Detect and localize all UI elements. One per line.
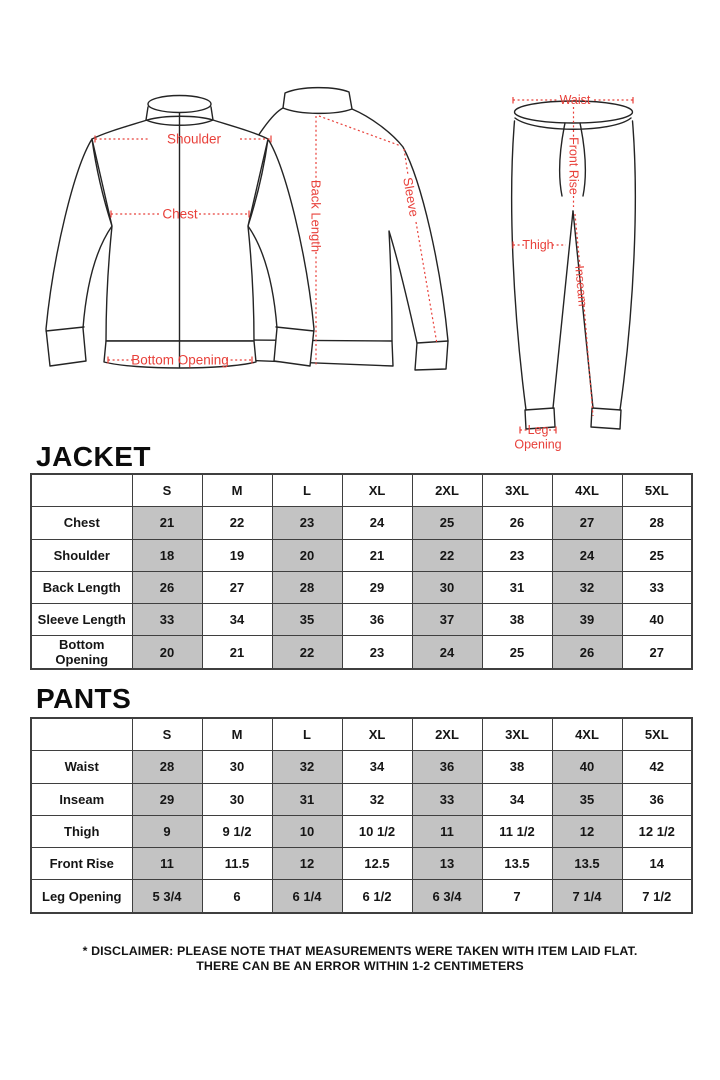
back-length-measure-label: Back Length xyxy=(308,179,324,253)
value-cell: 22 xyxy=(272,636,342,669)
header-cell: M xyxy=(202,718,272,751)
header-cell: 4XL xyxy=(552,474,622,507)
value-cell: 36 xyxy=(342,604,412,636)
table-row xyxy=(31,636,692,669)
row-label: Shoulder xyxy=(31,539,132,571)
value-cell: 40 xyxy=(622,604,692,636)
row-label: Leg Opening xyxy=(31,880,132,913)
value-cell: 20 xyxy=(132,636,202,669)
header-cell: M xyxy=(202,474,272,507)
value-cell: 30 xyxy=(202,751,272,783)
value-cell: 24 xyxy=(552,539,622,571)
value-cell: 20 xyxy=(272,539,342,571)
value-cell: 11 1/2 xyxy=(482,815,552,847)
row-label: Bottom Opening xyxy=(31,636,132,669)
value-cell: 13.5 xyxy=(552,848,622,880)
pants-right-leg-outer xyxy=(620,121,635,410)
value-cell: 27 xyxy=(552,507,622,539)
value-cell: 28 xyxy=(622,507,692,539)
pants-drawstring-left xyxy=(560,123,565,196)
inseam-measure-label: Inseam xyxy=(572,264,590,308)
value-cell: 26 xyxy=(482,507,552,539)
header-cell: S xyxy=(132,718,202,751)
jacket-header-row xyxy=(31,474,692,507)
value-cell: 5 3/4 xyxy=(132,880,202,913)
value-cell: 21 xyxy=(342,539,412,571)
front-rise-measure-label: Front Rise xyxy=(566,137,581,195)
value-cell: 22 xyxy=(202,507,272,539)
thigh-measure-label: Thigh xyxy=(522,238,554,252)
value-cell: 25 xyxy=(482,636,552,669)
value-cell: 27 xyxy=(622,636,692,669)
value-cell: 11 xyxy=(412,815,482,847)
value-cell: 25 xyxy=(412,507,482,539)
value-cell: 25 xyxy=(622,539,692,571)
bottom-opening-measure-label: Bottom Opening xyxy=(131,352,229,368)
value-cell: 32 xyxy=(272,751,342,783)
pants-size-table xyxy=(30,717,693,914)
disclaimer-line1: * DISCLAIMER: PLEASE NOTE THAT MEASUREMENTS WERE TAKEN WITH ITEM LAID FLAT. xyxy=(82,944,638,958)
header-cell: XL xyxy=(342,718,412,751)
header-cell: 2XL xyxy=(412,474,482,507)
leg-opening-measure-label-line1: Leg xyxy=(527,423,549,437)
disclaimer-line2: THERE CAN BE AN ERROR WITHIN 1-2 CENTIMETERS xyxy=(196,958,524,973)
value-cell: 34 xyxy=(202,604,272,636)
value-cell: 36 xyxy=(622,783,692,815)
header-cell: 3XL xyxy=(482,474,552,507)
table-row xyxy=(31,751,692,783)
row-label: Waist xyxy=(31,751,132,783)
header-cell: S xyxy=(132,474,202,507)
value-cell: 13 xyxy=(412,848,482,880)
pants-corner-cell xyxy=(31,718,132,751)
value-cell: 21 xyxy=(202,636,272,669)
value-cell: 12.5 xyxy=(342,848,412,880)
value-cell: 35 xyxy=(272,604,342,636)
value-cell: 23 xyxy=(342,636,412,669)
value-cell: 33 xyxy=(132,604,202,636)
value-cell: 6 3/4 xyxy=(412,880,482,913)
leg-opening-measure-label-line2: Opening xyxy=(514,437,562,452)
header-cell: L xyxy=(272,474,342,507)
header-cell: XL xyxy=(342,474,412,507)
value-cell: 10 1/2 xyxy=(342,815,412,847)
value-cell: 31 xyxy=(482,571,552,603)
value-cell: 24 xyxy=(342,507,412,539)
disclaimer xyxy=(0,944,720,973)
value-cell: 26 xyxy=(552,636,622,669)
value-cell: 11.5 xyxy=(202,848,272,880)
jacket-corner-cell xyxy=(31,474,132,507)
shoulder-measure-label: Shoulder xyxy=(166,131,222,147)
value-cell: 13.5 xyxy=(482,848,552,880)
row-label: Sleeve Length xyxy=(31,604,132,636)
value-cell: 38 xyxy=(482,751,552,783)
value-cell: 9 xyxy=(132,815,202,847)
table-row xyxy=(31,604,692,636)
value-cell: 6 xyxy=(202,880,272,913)
value-cell: 39 xyxy=(552,604,622,636)
value-cell: 11 xyxy=(132,848,202,880)
pants-header-row xyxy=(31,718,692,751)
pants-left-leg-inner xyxy=(553,211,573,408)
table-row xyxy=(31,783,692,815)
value-cell: 19 xyxy=(202,539,272,571)
value-cell: 7 xyxy=(482,880,552,913)
value-cell: 23 xyxy=(272,507,342,539)
value-cell: 27 xyxy=(202,571,272,603)
value-cell: 34 xyxy=(482,783,552,815)
jacket-size-table xyxy=(30,473,693,670)
value-cell: 12 1/2 xyxy=(622,815,692,847)
value-cell: 10 xyxy=(272,815,342,847)
pants-section-title: PANTS xyxy=(36,683,132,714)
measurement-diagrams xyxy=(0,0,720,460)
value-cell: 7 1/2 xyxy=(622,880,692,913)
value-cell: 18 xyxy=(132,539,202,571)
value-cell: 7 1/4 xyxy=(552,880,622,913)
chest-measure-label: Chest xyxy=(162,206,198,222)
value-cell: 35 xyxy=(552,783,622,815)
value-cell: 33 xyxy=(412,783,482,815)
value-cell: 30 xyxy=(412,571,482,603)
jacket-section-title: JACKET xyxy=(36,441,152,472)
value-cell: 28 xyxy=(132,751,202,783)
value-cell: 34 xyxy=(342,751,412,783)
value-cell: 26 xyxy=(132,571,202,603)
waist-measure-label: Waist xyxy=(559,93,591,107)
sleeve-measure-label: Sleeve xyxy=(400,176,422,218)
table-row xyxy=(31,815,692,847)
header-cell: 3XL xyxy=(482,718,552,751)
table-row xyxy=(31,571,692,603)
pants-left-leg-outer xyxy=(512,121,526,410)
header-cell: 2XL xyxy=(412,718,482,751)
value-cell: 9 1/2 xyxy=(202,815,272,847)
value-cell: 28 xyxy=(272,571,342,603)
value-cell: 32 xyxy=(552,571,622,603)
row-label: Front Rise xyxy=(31,848,132,880)
value-cell: 14 xyxy=(622,848,692,880)
table-row xyxy=(31,880,692,913)
value-cell: 24 xyxy=(412,636,482,669)
value-cell: 6 1/4 xyxy=(272,880,342,913)
header-cell: 5XL xyxy=(622,474,692,507)
pants-right-cuff xyxy=(591,408,621,429)
table-row xyxy=(31,848,692,880)
value-cell: 32 xyxy=(342,783,412,815)
value-cell: 40 xyxy=(552,751,622,783)
value-cell: 36 xyxy=(412,751,482,783)
value-cell: 37 xyxy=(412,604,482,636)
row-label: Thigh xyxy=(31,815,132,847)
value-cell: 12 xyxy=(272,848,342,880)
value-cell: 22 xyxy=(412,539,482,571)
value-cell: 29 xyxy=(342,571,412,603)
jacket-front-collar xyxy=(148,96,211,113)
value-cell: 21 xyxy=(132,507,202,539)
value-cell: 31 xyxy=(272,783,342,815)
table-row xyxy=(31,507,692,539)
value-cell: 30 xyxy=(202,783,272,815)
value-cell: 6 1/2 xyxy=(342,880,412,913)
value-cell: 23 xyxy=(482,539,552,571)
value-cell: 29 xyxy=(132,783,202,815)
header-cell: 4XL xyxy=(552,718,622,751)
row-label: Inseam xyxy=(31,783,132,815)
value-cell: 12 xyxy=(552,815,622,847)
row-label: Back Length xyxy=(31,571,132,603)
value-cell: 38 xyxy=(482,604,552,636)
header-cell: 5XL xyxy=(622,718,692,751)
row-label: Chest xyxy=(31,507,132,539)
value-cell: 33 xyxy=(622,571,692,603)
header-cell: L xyxy=(272,718,342,751)
value-cell: 42 xyxy=(622,751,692,783)
table-row xyxy=(31,539,692,571)
